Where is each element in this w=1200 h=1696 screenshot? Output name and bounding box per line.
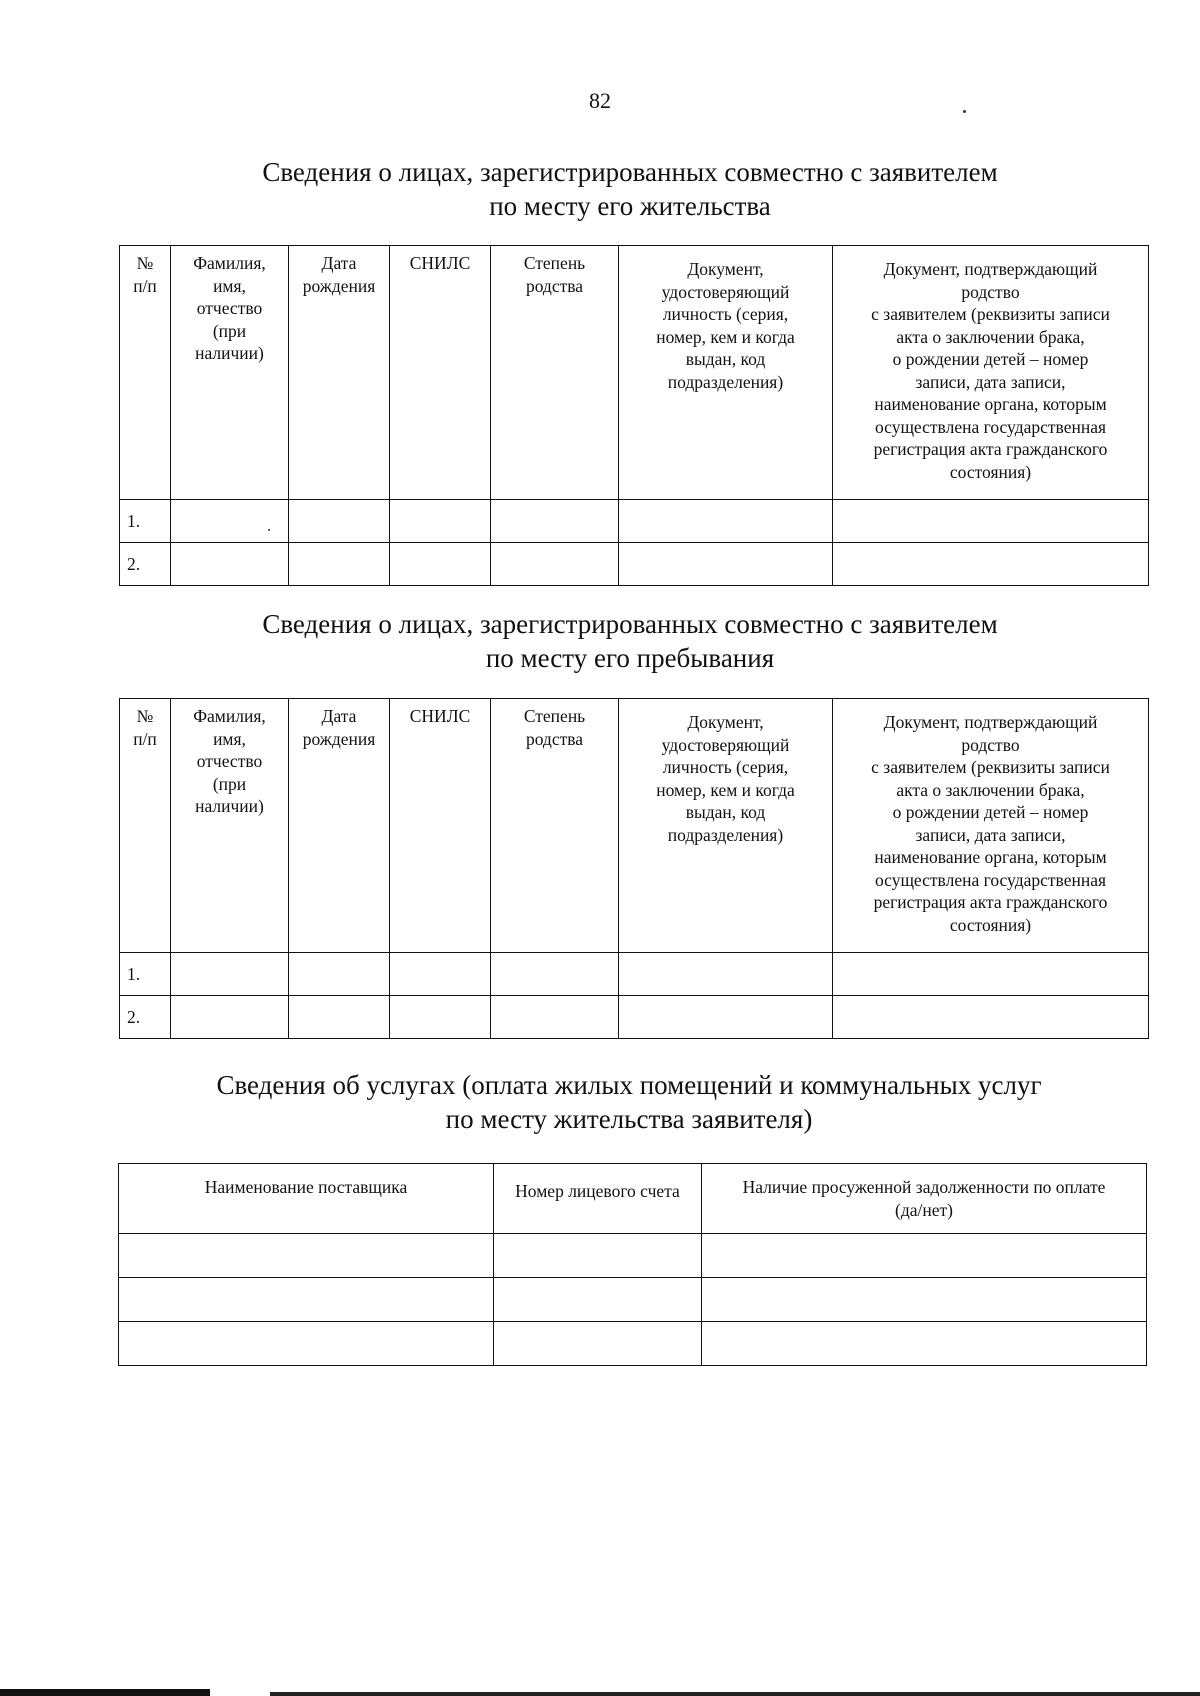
header-line: с заявителем (реквизиты записи xyxy=(871,304,1110,324)
table-row xyxy=(119,1322,1147,1366)
section-title-residence xyxy=(0,155,1200,223)
cell-kinship-document[interactable] xyxy=(833,543,1149,586)
header-line: номер, кем и когда xyxy=(656,326,795,347)
header-line: удостоверяющий xyxy=(661,734,790,755)
cell-account-number[interactable] xyxy=(494,1278,702,1322)
cell-id-document[interactable] xyxy=(619,543,833,586)
cell-relation[interactable] xyxy=(491,543,619,586)
header-line: осуществлена государственная xyxy=(874,416,1107,437)
header-line: Документ, xyxy=(687,712,764,732)
header-line: записи, дата записи, xyxy=(915,824,1066,845)
table-row xyxy=(120,543,1149,586)
scan-edge-bar xyxy=(270,1692,1200,1696)
header-line: с заявителем (реквизиты записи xyxy=(871,757,1110,777)
header-debt xyxy=(702,1164,1147,1234)
section-title-stay xyxy=(0,607,1200,675)
header-line: Наличие просуженной задолженности по оплате xyxy=(742,1177,1106,1197)
cell-relation[interactable] xyxy=(491,996,619,1039)
row-number: 2. xyxy=(120,996,171,1039)
header-line: личность (серия, xyxy=(662,304,789,324)
page-number: 82 xyxy=(589,88,611,113)
title-line: Сведения о лицах, зарегистрированных совместно с заявителем xyxy=(262,157,998,187)
row-number: 2. xyxy=(120,543,171,586)
cell-snils[interactable] xyxy=(390,543,491,586)
header-line: осуществлена государственная xyxy=(874,869,1107,890)
cell-birth[interactable] xyxy=(289,953,390,996)
header-line: (при xyxy=(212,320,247,341)
scan-speck xyxy=(268,529,270,531)
header-line: рождения xyxy=(302,728,376,749)
header-line: подразделения) xyxy=(667,824,784,845)
scan-edge-bar xyxy=(0,1689,210,1696)
cell-id-document[interactable] xyxy=(619,996,833,1039)
header-line: (при xyxy=(212,773,247,794)
header-line: № xyxy=(136,706,154,726)
header-line: Документ, подтверждающий xyxy=(883,712,1098,732)
table-row xyxy=(120,500,1149,543)
header-line: отчество xyxy=(196,751,263,771)
header-birth xyxy=(289,246,390,500)
cell-relation[interactable] xyxy=(491,500,619,543)
header-line: регистрация акта гражданского xyxy=(873,892,1108,912)
cell-snils[interactable] xyxy=(390,953,491,996)
header-line: Фамилия, xyxy=(193,253,266,273)
table-row xyxy=(119,1234,1147,1278)
table-row xyxy=(119,1278,1147,1322)
header-line: (да/нет) xyxy=(895,1199,953,1220)
header-line: № xyxy=(136,253,154,273)
header-id-document xyxy=(619,699,833,953)
cell-debt[interactable] xyxy=(702,1322,1147,1366)
services-table xyxy=(118,1163,1147,1366)
header-line: рождения xyxy=(302,275,376,296)
cell-supplier[interactable] xyxy=(119,1322,494,1366)
cell-supplier[interactable] xyxy=(119,1278,494,1322)
table-row xyxy=(120,996,1149,1039)
title-line: по месту его пребывания xyxy=(485,643,775,673)
header-relation xyxy=(491,246,619,500)
cell-id-document[interactable] xyxy=(619,500,833,543)
header-line: о рождении детей – номер xyxy=(892,802,1089,822)
cell-relation[interactable] xyxy=(491,953,619,996)
cell-name[interactable] xyxy=(171,953,289,996)
header-kinship-document xyxy=(833,699,1149,953)
header-line: родство xyxy=(961,281,1020,302)
cell-birth[interactable] xyxy=(289,500,390,543)
persons-table-residence xyxy=(119,245,1149,586)
header-line: выдан, код xyxy=(685,349,766,369)
header-num xyxy=(120,246,171,500)
header-line: наличии) xyxy=(195,796,264,816)
header-supplier: Наименование поставщика xyxy=(119,1164,494,1234)
header-line: Документ, подтверждающий xyxy=(883,259,1098,279)
row-number: 1. xyxy=(120,500,171,543)
header-line: имя, xyxy=(213,275,246,296)
title-line: по месту его жительства xyxy=(489,191,771,221)
table-row xyxy=(120,953,1149,996)
header-line: Дата xyxy=(321,253,357,273)
header-line: выдан, код xyxy=(685,802,766,822)
cell-kinship-document[interactable] xyxy=(833,953,1149,996)
header-birth xyxy=(289,699,390,953)
row-number: 1. xyxy=(120,953,171,996)
header-line: СНИЛС xyxy=(409,706,471,726)
header-account-number: Номер лицевого счета xyxy=(494,1164,702,1234)
header-kinship-document xyxy=(833,246,1149,500)
header-line: отчество xyxy=(196,298,263,318)
header-line: наименование органа, которым xyxy=(874,394,1107,414)
cell-kinship-document[interactable] xyxy=(833,500,1149,543)
header-line: родства xyxy=(525,275,584,296)
title-line: Сведения об услугах (оплата жилых помещений и коммунальных услуг xyxy=(216,1070,1042,1100)
header-line: удостоверяющий xyxy=(661,281,790,302)
header-line: СНИЛС xyxy=(409,253,471,273)
scan-speck xyxy=(963,110,966,113)
header-line: наименование органа, которым xyxy=(874,847,1107,867)
cell-account-number[interactable] xyxy=(494,1322,702,1366)
title-line: Сведения о лицах, зарегистрированных совместно с заявителем xyxy=(262,609,998,639)
title-line: по месту жительства заявителя) xyxy=(445,1104,813,1134)
header-snils xyxy=(390,246,491,500)
header-line: имя, xyxy=(213,728,246,749)
cell-debt[interactable] xyxy=(702,1278,1147,1322)
header-line: п/п xyxy=(133,275,157,296)
header-line: наличии) xyxy=(195,343,264,363)
header-line: акта о заключении брака, xyxy=(896,326,1085,347)
cell-snils[interactable] xyxy=(390,996,491,1039)
header-num xyxy=(120,699,171,953)
header-line: Степень xyxy=(523,253,586,273)
header-line: личность (серия, xyxy=(662,757,789,777)
persons-table-stay xyxy=(119,698,1149,1039)
cell-name[interactable] xyxy=(171,996,289,1039)
header-line: номер, кем и когда xyxy=(656,779,795,800)
header-line: подразделения) xyxy=(667,371,784,392)
header-line: Степень xyxy=(523,706,586,726)
cell-kinship-document[interactable] xyxy=(833,996,1149,1039)
header-row xyxy=(120,699,1149,953)
header-name xyxy=(171,699,289,953)
header-id-document xyxy=(619,246,833,500)
section-title-services xyxy=(0,1068,1200,1136)
header-line: п/п xyxy=(133,728,157,749)
header-relation xyxy=(491,699,619,953)
cell-supplier[interactable] xyxy=(119,1234,494,1278)
header-row xyxy=(119,1164,1147,1234)
header-line: состояния) xyxy=(949,914,1032,935)
cell-id-document[interactable] xyxy=(619,953,833,996)
cell-birth[interactable] xyxy=(289,543,390,586)
cell-birth[interactable] xyxy=(289,996,390,1039)
header-line: Фамилия, xyxy=(193,706,266,726)
header-snils xyxy=(390,699,491,953)
header-line: родства xyxy=(525,728,584,749)
cell-snils[interactable] xyxy=(390,500,491,543)
header-line: родство xyxy=(961,734,1020,755)
header-line: записи, дата записи, xyxy=(915,371,1066,392)
header-name xyxy=(171,246,289,500)
header-row xyxy=(120,246,1149,500)
header-line: Документ, xyxy=(687,259,764,279)
header-line: о рождении детей – номер xyxy=(892,349,1089,369)
header-line: акта о заключении брака, xyxy=(896,779,1085,800)
cell-name[interactable] xyxy=(171,500,289,543)
cell-name[interactable] xyxy=(171,543,289,586)
header-line: регистрация акта гражданского xyxy=(873,439,1108,459)
header-line: Дата xyxy=(321,706,357,726)
cell-account-number[interactable] xyxy=(494,1234,702,1278)
cell-debt[interactable] xyxy=(702,1234,1147,1278)
header-line: состояния) xyxy=(949,461,1032,482)
